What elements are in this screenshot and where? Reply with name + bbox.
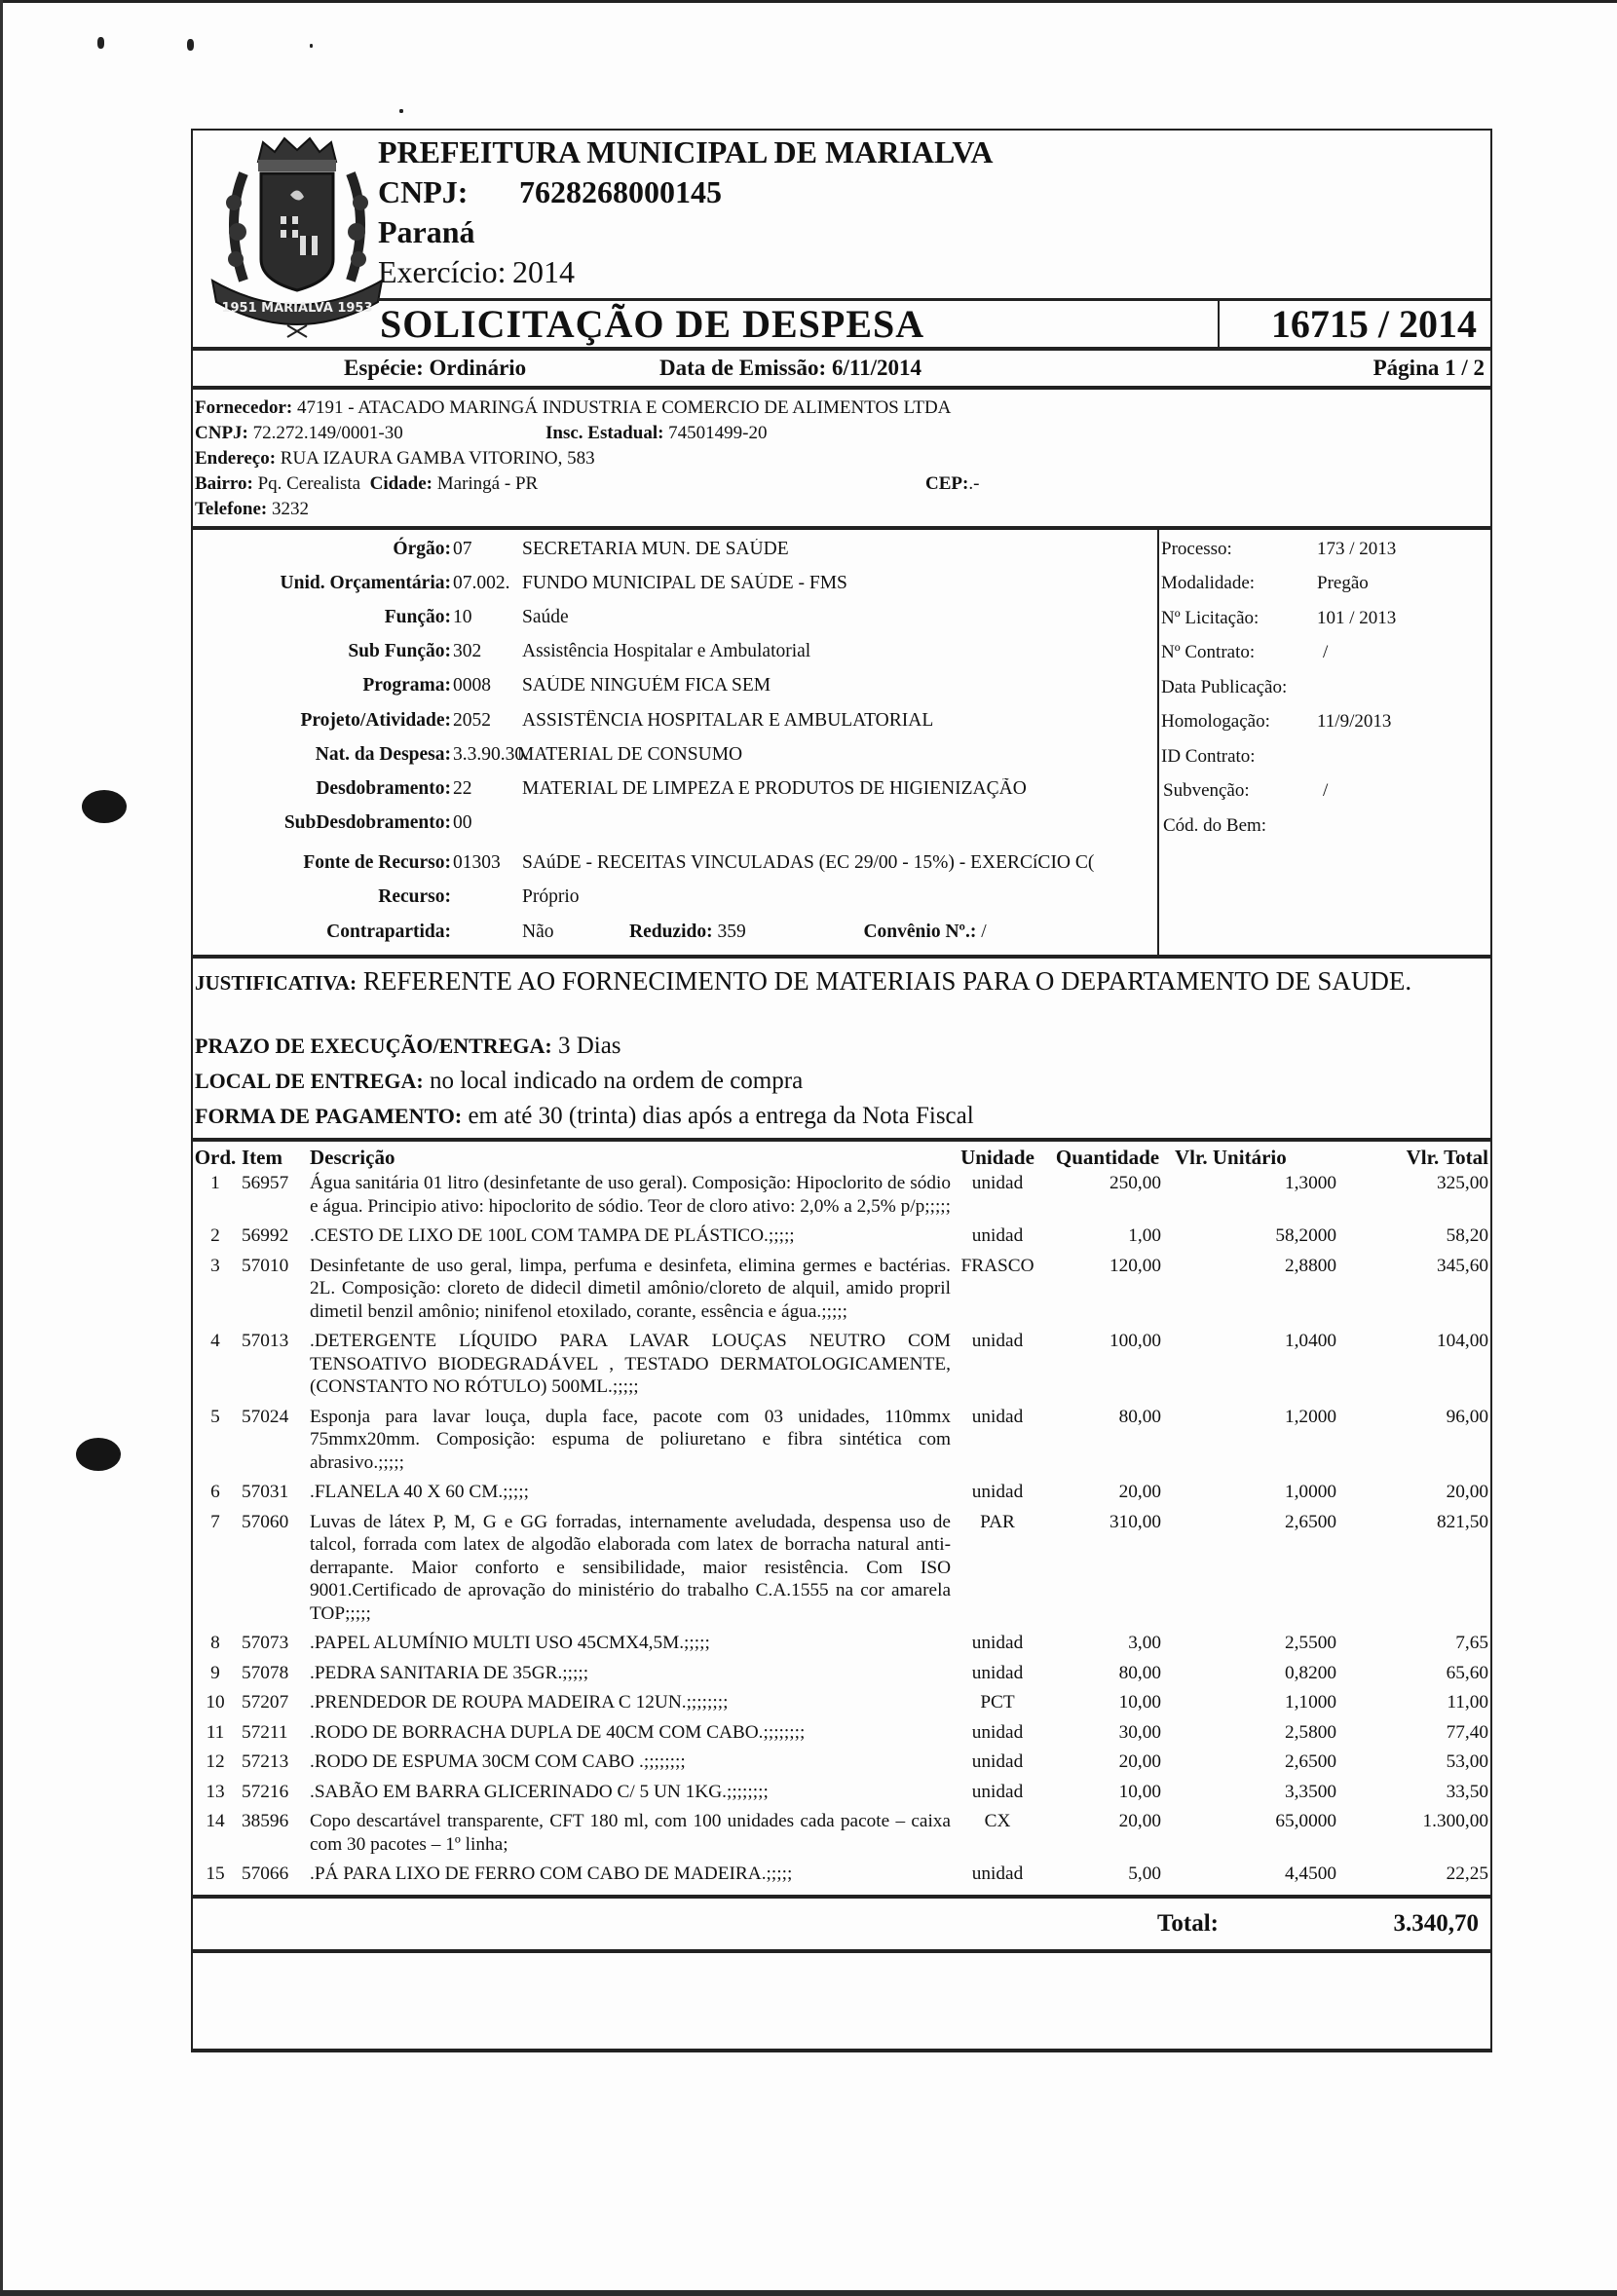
- prazo-value: 3 Dias: [557, 1033, 621, 1060]
- row-ord: 11: [206, 1721, 225, 1743]
- budget-desc: Assistência Hospitalar e Ambulatorial: [522, 641, 811, 662]
- row-quantity: 1,00: [1128, 1225, 1161, 1247]
- col-ord: Ord.: [194, 1146, 237, 1170]
- reduzido-value: 359: [717, 921, 746, 942]
- row-ord: 10: [206, 1692, 225, 1713]
- svg-text:1951 MARIALVA 1953: 1951 MARIALVA 1953: [221, 301, 373, 316]
- telefone-value: 3232: [271, 499, 309, 519]
- table-row: [193, 1511, 1490, 1633]
- scan-speck: [187, 39, 194, 51]
- bidding-key: Cód. do Bem:: [1163, 814, 1267, 836]
- items-table-header: [193, 1144, 1490, 1172]
- row-description: .RODO DE ESPUMA 30CM COM CABO .;;;;;;;;: [310, 1751, 686, 1773]
- divider: [191, 2049, 1492, 2052]
- row-unit-price: 1,3000: [1284, 1173, 1336, 1194]
- budget-key: Programa:: [362, 675, 451, 696]
- row-quantity: 30,00: [1118, 1721, 1161, 1743]
- budget-key: Órgão:: [393, 538, 451, 559]
- supplier-section: [191, 390, 1492, 526]
- row-unit-price: 2,5500: [1284, 1633, 1336, 1654]
- row-quantity: 20,00: [1118, 1482, 1161, 1503]
- exercicio-label: Exercício:: [378, 254, 507, 289]
- row-description: .PRENDEDOR DE ROUPA MADEIRA C 12UN.;;;;;;;;: [310, 1692, 729, 1713]
- budget-key: Unid. Orçamentária:: [280, 572, 451, 593]
- row-total-price: 104,00: [1436, 1331, 1488, 1352]
- row-ord: 2: [210, 1225, 220, 1247]
- cnpj-value: 7628268000145: [519, 174, 722, 209]
- row-item-code: 56957: [242, 1173, 289, 1194]
- document-number: 16715 / 2014: [1270, 302, 1477, 346]
- row-quantity: 310,00: [1109, 1511, 1161, 1532]
- row-total-price: 11,00: [1447, 1692, 1488, 1713]
- row-ord: 7: [210, 1511, 220, 1532]
- total-label: Total:: [1157, 1909, 1219, 1937]
- col-quantidade: Quantidade: [1055, 1146, 1160, 1170]
- table-row: [193, 1810, 1490, 1863]
- row-quantity: 80,00: [1118, 1662, 1161, 1683]
- row-total-price: 325,00: [1436, 1173, 1488, 1194]
- table-row: [193, 1632, 1490, 1662]
- document-header: [191, 129, 1492, 347]
- table-row: [193, 1172, 1490, 1224]
- table-row: [193, 1406, 1490, 1482]
- bidding-value: 11/9/2013: [1317, 711, 1392, 733]
- budget-code: 00: [453, 812, 472, 834]
- row-unit-price: 65,0000: [1275, 1811, 1336, 1832]
- budget-code: 01303: [453, 852, 501, 874]
- row-ord: 5: [210, 1406, 220, 1427]
- contrapartida-value: Não: [522, 921, 554, 942]
- budget-desc: MATERIAL DE LIMPEZA E PRODUTOS DE HIGIENIZAÇÃO: [522, 777, 1027, 799]
- table-row: [193, 1481, 1490, 1511]
- contrapartida-label: Contrapartida:: [326, 921, 451, 942]
- supplier-cnpj-label: CNPJ:: [195, 423, 248, 443]
- row-unit-price: 2,6500: [1284, 1511, 1336, 1532]
- hole-punch-mark: [82, 790, 127, 823]
- row-total-price: 53,00: [1446, 1751, 1488, 1773]
- cep-value: .-: [968, 473, 980, 494]
- budget-desc: FUNDO MUNICIPAL DE SAÚDE - FMS: [522, 572, 847, 593]
- insc-estadual-value: 74501499-20: [668, 423, 768, 443]
- row-unit-price: 3,3500: [1284, 1781, 1336, 1802]
- row-unit-price: 1,0000: [1284, 1482, 1336, 1503]
- bidding-key: Nº Licitação:: [1161, 607, 1260, 628]
- especie: Espécie: Ordinário: [344, 356, 527, 380]
- row-ord: 3: [210, 1255, 220, 1276]
- bidding-key: Modalidade:: [1161, 573, 1256, 594]
- row-description: Esponja para lavar louça, dupla face, pacote com 03 unidades, 110mmx 75mmx20mm. Composição: espuma de poliuretano e fibra sintética com abrasivo.;;;;;: [310, 1406, 951, 1473]
- budget-key: SubDesdobramento:: [283, 812, 451, 834]
- document-meta: [191, 351, 1492, 386]
- col-item: Item: [242, 1146, 282, 1170]
- budget-key: Recurso:: [378, 886, 451, 908]
- row-quantity: 20,00: [1118, 1811, 1161, 1832]
- row-item-code: 57073: [242, 1633, 289, 1654]
- bidding-key: Homologação:: [1161, 711, 1270, 733]
- pagamento-value: em até 30 (trinta) dias após a entrega da Nota Fiscal: [468, 1103, 974, 1130]
- row-item-code: 57078: [242, 1662, 289, 1683]
- budget-code: 0008: [453, 675, 491, 696]
- supplier-label: Fornecedor:: [195, 397, 293, 418]
- row-unit-price: 58,2000: [1275, 1225, 1336, 1247]
- row-unit-price: 4,4500: [1284, 1863, 1336, 1885]
- bidding-key: Processo:: [1161, 538, 1232, 559]
- budget-key: Função:: [384, 606, 451, 627]
- budget-code: 10: [453, 606, 472, 627]
- budget-code: 07: [453, 538, 472, 559]
- row-quantity: 5,00: [1128, 1863, 1161, 1885]
- row-item-code: 57060: [242, 1511, 289, 1532]
- row-total-price: 821,50: [1436, 1511, 1488, 1532]
- bidding-value: Pregão: [1317, 573, 1369, 594]
- row-total-price: 1.300,00: [1422, 1811, 1488, 1832]
- table-row: [193, 1330, 1490, 1406]
- row-description: Água sanitária 01 litro (desinfetante de uso geral). Composição: Hipoclorito de sódio e água. Principio ativo: hipoclorito de sódio. Teor de cloro ativo: 2,0% a 2,5% p/p;;;;;: [310, 1173, 952, 1217]
- budget-key: Projeto/Atividade:: [300, 709, 451, 731]
- row-description: .PÁ PARA LIXO DE FERRO COM CABO DE MADEIRA.;;;;;: [310, 1863, 793, 1885]
- row-unit: CX: [984, 1811, 1011, 1832]
- delivery-terms: [191, 999, 1492, 1138]
- prazo-label: PRAZO DE EXECUÇÃO/ENTREGA:: [195, 1034, 552, 1059]
- table-row: [193, 1662, 1490, 1692]
- row-item-code: 57211: [242, 1721, 288, 1743]
- row-total-price: 345,60: [1436, 1255, 1488, 1276]
- row-total-price: 22,25: [1446, 1863, 1488, 1885]
- scan-edge-bottom: [0, 2290, 1617, 2296]
- row-item-code: 57024: [242, 1406, 289, 1427]
- table-row: [193, 1781, 1490, 1811]
- bidding-value: 173 / 2013: [1317, 538, 1397, 559]
- row-description: .PAPEL ALUMÍNIO MULTI USO 45CMX4,5M.;;;;;: [310, 1633, 710, 1654]
- row-quantity: 3,00: [1128, 1633, 1161, 1654]
- budget-key: Desdobramento:: [316, 777, 451, 799]
- address-value: RUA IZAURA GAMBA VITORINO, 583: [280, 448, 595, 469]
- exercicio-value: 2014: [512, 254, 575, 289]
- row-item-code: 57213: [242, 1751, 289, 1773]
- address-label: Endereço:: [195, 448, 277, 469]
- row-total-price: 58,20: [1446, 1225, 1488, 1247]
- institution-name: PREFEITURA MUNICIPAL DE MARIALVA: [378, 134, 994, 169]
- table-row: [193, 1750, 1490, 1781]
- row-unit: unidad: [971, 1662, 1024, 1683]
- row-total-price: 7,65: [1455, 1633, 1488, 1654]
- justification: [191, 959, 1492, 999]
- budget-code: 3.3.90.30.: [453, 743, 529, 765]
- bidding-key: ID Contrato:: [1161, 745, 1256, 767]
- budget-desc: Próprio: [522, 886, 580, 908]
- row-unit-price: 2,6500: [1284, 1751, 1336, 1773]
- row-unit: unidad: [971, 1633, 1024, 1654]
- scan-edge-top: [0, 0, 1617, 3]
- budget-desc: SECRETARIA MUN. DE SAÚDE: [522, 538, 789, 559]
- budget-section: [191, 530, 1492, 955]
- col-vlr-unitario: Vlr. Unitário: [1175, 1146, 1287, 1170]
- row-total-price: 20,00: [1446, 1482, 1488, 1503]
- row-item-code: 57031: [242, 1482, 289, 1503]
- bidding-key: Data Publicação:: [1161, 676, 1288, 697]
- row-unit: unidad: [971, 1225, 1024, 1247]
- row-quantity: 80,00: [1118, 1406, 1161, 1427]
- bidding-key: Subvenção:: [1163, 780, 1250, 802]
- row-ord: 8: [210, 1633, 220, 1654]
- budget-key: Fonte de Recurso:: [303, 852, 451, 874]
- row-quantity: 120,00: [1109, 1255, 1161, 1276]
- expense-request-form: [191, 129, 1492, 2052]
- row-ord: 13: [206, 1781, 225, 1802]
- col-vlr-total: Vlr. Total: [1406, 1146, 1488, 1170]
- row-unit-price: 0,8200: [1284, 1662, 1336, 1683]
- bidding-value: /: [1323, 642, 1329, 663]
- data-emissao: Data de Emissão: 6/11/2014: [659, 356, 921, 380]
- row-ord: 1: [210, 1173, 220, 1194]
- table-row: [193, 1255, 1490, 1331]
- local-value: no local indicado na ordem de compra: [429, 1068, 804, 1095]
- row-description: .FLANELA 40 X 60 CM.;;;;;: [310, 1482, 529, 1503]
- row-ord: 12: [206, 1751, 225, 1773]
- row-unit: unidad: [971, 1173, 1024, 1194]
- row-item-code: 38596: [242, 1811, 289, 1832]
- row-unit-price: 1,1000: [1284, 1692, 1336, 1713]
- convenio-label: Convênio Nº.:: [863, 921, 977, 942]
- budget-code: 22: [453, 777, 472, 799]
- row-total-price: 96,00: [1446, 1406, 1488, 1427]
- bidding-info: [1159, 530, 1490, 955]
- cidade-label: Cidade:: [369, 473, 432, 494]
- row-unit-price: 1,0400: [1284, 1331, 1336, 1352]
- supplier-cnpj-value: 72.272.149/0001-30: [252, 423, 403, 443]
- table-row: [193, 1224, 1490, 1255]
- budget-key: Nat. da Despesa:: [315, 743, 451, 765]
- table-row: [193, 1721, 1490, 1751]
- row-item-code: 57216: [242, 1781, 289, 1802]
- col-unidade: Unidade: [960, 1146, 1034, 1170]
- bairro-label: Bairro:: [195, 473, 253, 494]
- cep-label: CEP:: [925, 473, 969, 494]
- row-description: .SABÃO EM BARRA GLICERINADO C/ 5 UN 1KG.;;;;;;;;: [310, 1781, 769, 1802]
- justification-label: JUSTIFICATIVA:: [195, 971, 357, 996]
- municipal-coat-of-arms-icon: [205, 134, 390, 339]
- bidding-value: /: [1323, 780, 1329, 802]
- row-unit: unidad: [971, 1751, 1024, 1773]
- supplier-value: 47191 - ATACADO MARINGÁ INDUSTRIA E COMERCIO DE ALIMENTOS LTDA: [296, 397, 952, 418]
- reduzido-label: Reduzido:: [629, 921, 713, 942]
- page-indicator: Página 1 / 2: [1373, 356, 1485, 380]
- row-quantity: 10,00: [1118, 1692, 1161, 1713]
- row-description: .DETERGENTE LÍQUIDO PARA LAVAR LOUÇAS NEUTRO COM TENSOATIVO BIODEGRADÁVEL , TESTADO DERMATOLOGICAMENTE, (CONSTANTO NO RÓTULO) 500ML.;;;;;: [310, 1331, 951, 1398]
- row-item-code: 56992: [242, 1225, 289, 1247]
- row-unit: FRASCO: [960, 1255, 1034, 1276]
- total-row: [191, 1899, 1492, 1949]
- table-row: [193, 1863, 1490, 1893]
- cnpj-label: CNPJ:: [378, 174, 469, 209]
- total-value: 3.340,70: [1393, 1909, 1479, 1937]
- items-table: [191, 1142, 1492, 1895]
- scan-speck: [399, 109, 403, 113]
- row-quantity: 100,00: [1109, 1331, 1161, 1352]
- table-row: [193, 1691, 1490, 1721]
- hole-punch-mark: [76, 1438, 121, 1471]
- row-description: Desinfetante de uso geral, limpa, perfuma e desinfeta, elimina germes e bactérias. 2L. Composição: cloreto de didecil dimetil amônio/cloreto de alquil, amido propril dimetil benzil amônio; ninifenol etoxilado, corante, essência e água.;;;;;: [310, 1255, 951, 1322]
- telefone-label: Telefone:: [195, 499, 268, 519]
- row-unit-price: 2,5800: [1284, 1721, 1336, 1743]
- row-unit: PCT: [980, 1692, 1015, 1713]
- row-unit: unidad: [971, 1331, 1024, 1352]
- col-descricao: Descrição: [310, 1146, 395, 1170]
- row-description: .RODO DE BORRACHA DUPLA DE 40CM COM CABO.;;;;;;;;: [310, 1721, 806, 1743]
- row-ord: 6: [210, 1482, 220, 1503]
- row-ord: 4: [210, 1331, 220, 1352]
- row-item-code: 57013: [242, 1331, 289, 1352]
- bairro-value: Pq. Cerealista: [257, 473, 361, 494]
- row-unit: unidad: [971, 1781, 1024, 1802]
- row-description: .CESTO DE LIXO DE 100L COM TAMPA DE PLÁSTICO.;;;;;: [310, 1225, 795, 1247]
- row-total-price: 65,60: [1446, 1662, 1488, 1683]
- justification-value: REFERENTE AO FORNECIMENTO DE MATERIAIS PARA O DEPARTAMENTO DE SAUDE.: [362, 966, 1412, 997]
- row-description: Luvas de látex P, M, G e GG forradas, internamente aveludada, despensa uso de talcol, forrada com latex de algodão elaborada com latex de borracha natural anti-derrapante. Maior conforto e sensibilidade, maior resistência. Com ISO 9001.Certificado de aprovação do ministério do trabalho C.A.1555 na cor amarela TOP;;;;;: [310, 1511, 951, 1624]
- scan-speck: [310, 44, 313, 48]
- budget-desc: SAÚDE NINGUÉM FICA SEM: [522, 675, 771, 696]
- row-ord: 9: [210, 1662, 220, 1683]
- budget-desc: Saúde: [522, 606, 569, 627]
- row-unit: unidad: [971, 1721, 1024, 1743]
- budget-classification: [193, 530, 1159, 955]
- row-description: .PEDRA SANITARIA DE 35GR.;;;;;: [310, 1662, 589, 1683]
- row-total-price: 33,50: [1446, 1781, 1488, 1802]
- budget-desc: SAúDE - RECEITAS VINCULADAS (EC 29/00 - 15%) - EXERCíCIO C(: [522, 852, 1095, 874]
- row-unit: unidad: [971, 1863, 1024, 1885]
- scan-speck: [97, 37, 104, 49]
- row-unit: PAR: [980, 1511, 1015, 1532]
- row-description: Copo descartável transparente, CFT 180 ml, com 100 unidades cada pacote – caixa com 30 pacotes – 1º linha;: [310, 1811, 951, 1855]
- state-name: Paraná: [378, 214, 475, 249]
- pagamento-label: FORMA DE PAGAMENTO:: [195, 1104, 463, 1129]
- row-item-code: 57010: [242, 1255, 289, 1276]
- row-quantity: 20,00: [1118, 1751, 1161, 1773]
- row-item-code: 57066: [242, 1863, 289, 1885]
- budget-code: 302: [453, 641, 482, 662]
- budget-key: Sub Função:: [348, 641, 451, 662]
- signature-area: [191, 1953, 1492, 2049]
- row-ord: 15: [206, 1863, 225, 1885]
- insc-estadual-label: Insc. Estadual:: [545, 423, 664, 443]
- scan-edge-left: [0, 0, 3, 2296]
- row-quantity: 10,00: [1118, 1781, 1161, 1802]
- budget-code: 07.002.: [453, 572, 510, 593]
- bidding-value: 101 / 2013: [1317, 607, 1397, 628]
- row-unit-price: 1,2000: [1284, 1406, 1336, 1427]
- row-total-price: 77,40: [1446, 1721, 1488, 1743]
- budget-desc: ASSISTÊNCIA HOSPITALAR E AMBULATORIAL: [522, 709, 934, 731]
- document-title: SOLICITAÇÃO DE DESPESA: [378, 301, 1220, 348]
- row-quantity: 250,00: [1109, 1173, 1161, 1194]
- row-item-code: 57207: [242, 1692, 289, 1713]
- budget-code: 2052: [453, 709, 491, 731]
- row-ord: 14: [206, 1811, 225, 1832]
- row-unit: unidad: [971, 1406, 1024, 1427]
- row-unit: unidad: [971, 1482, 1024, 1503]
- local-label: LOCAL DE ENTREGA:: [195, 1069, 424, 1094]
- convenio-value: /: [981, 921, 987, 942]
- row-unit-price: 2,8800: [1284, 1255, 1336, 1276]
- bidding-key: Nº Contrato:: [1161, 642, 1256, 663]
- cidade-value: Maringá - PR: [436, 473, 539, 494]
- budget-desc: MATERIAL DE CONSUMO: [517, 743, 743, 765]
